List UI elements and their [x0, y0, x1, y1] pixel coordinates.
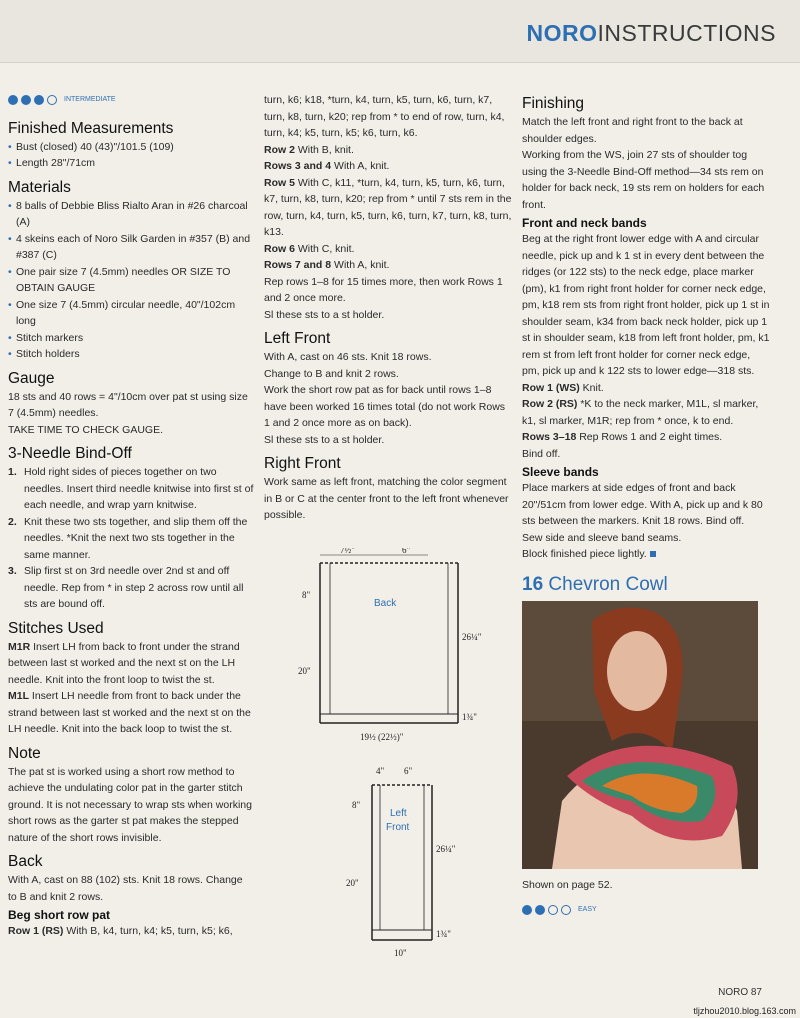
row-label: Row 2 (RS): [522, 398, 578, 410]
difficulty-dot-empty-icon: [548, 905, 558, 915]
right-front-text: Work same as left front, matching the color segment in B or C at the center front to the left front whenever possible.: [264, 476, 509, 521]
project-name: Chevron Cowl: [548, 573, 668, 595]
dim-right-bottom: 1¾": [462, 712, 477, 722]
row-text: Rep Rows 1 and 2 eight times.: [579, 431, 723, 443]
row-text: With B, k4, turn, k4; k5, turn, k5; k6,: [66, 925, 233, 937]
bands-row3-18: [522, 429, 770, 446]
front-bands-heading: Front and neck bands: [522, 216, 647, 230]
dim-left-top: 8": [302, 590, 311, 600]
row-label: Row 1 (WS): [522, 381, 580, 394]
dim-top-right: 6": [402, 548, 411, 555]
dim-right-main: 26¼": [462, 632, 482, 642]
back-repeat: Rep rows 1–8 for 15 times more, then work Rows 1 and 2 once more.: [264, 275, 503, 304]
list-item: [8, 464, 254, 514]
difficulty-label: EASY: [578, 905, 597, 913]
finished-measurements-heading: Finished Measurements: [8, 119, 174, 137]
schematic-label: Left: [390, 808, 407, 819]
short-row-heading: Beg short row pat: [8, 908, 111, 922]
schematic-label: Back: [374, 598, 397, 609]
gauge-text: 18 sts and 40 rows = 4"/10cm over pat st using size 7 (4.5mm) needles.: [8, 390, 248, 419]
cowl-photo: [522, 601, 758, 869]
sleeve-bands-heading: Sleeve bands: [522, 465, 599, 479]
brand-section: INSTRUCTIONS: [597, 20, 776, 46]
back-row6: [264, 241, 512, 258]
back-row1: [8, 923, 254, 940]
note-text: The pat st is worked using a short row method to achieve the undulating color pat in the garter stitch ground. It is not necessary to wrap sts when working short rows as the garter st pat makes the stepped nature of the short rows invisible.: [8, 765, 252, 844]
dim-left-main: 20": [346, 878, 359, 888]
page-header: [0, 0, 800, 63]
sleeve-bands-text: Place markers at side edges of front and back 20"/51cm from lower edge. With A, pick up and k 80 sts between the markers. Knit 18 rows. Bind off.: [522, 482, 763, 527]
back-row1-continued: turn, k6; k18, *turn, k4, turn, k5, turn, k6, turn, k7, turn, k8, turn, k20; rep from * to end of row, turn, k4, turn, k4; k5, turn, k5; k6, turn, k6.: [264, 94, 505, 139]
dim-bottom: 10": [394, 948, 407, 958]
difficulty-dot-filled-icon: [34, 95, 44, 105]
m1l-text: Insert LH needle from front to back under the strand between last st worked and the next st on the LH needle. Knit into the back loop to twist the st.: [8, 690, 251, 735]
m1r-definition: [8, 639, 254, 689]
gauge-heading: Gauge: [8, 369, 55, 387]
front-bands-text: Beg at the right front lower edge with A and circular needle, pick up and k 1 st in every dent between the ridges (or 122 sts) to the neck edge, place marker (pm), k1 from right front holder for corner neck edge, pm, k18 rem sts from right front holder, pick up 1 st in shoulder seam, k34 from back neck holder, pick up 1 st in shoulder seam, k18 from left front holder, pm, k1 rem st from left front holder for corner neck edge, pm, pick up and k 122 sts to lower edge—318 sts.: [522, 233, 770, 377]
sleeve-bands-text: [522, 546, 770, 563]
photo-caption: Shown on page 52.: [522, 879, 613, 891]
left-front-text: Sl these sts to a st holder.: [264, 433, 385, 446]
bindoff-steps: [8, 464, 254, 613]
step-number: 3.: [8, 565, 17, 577]
m1r-text: Insert LH from back to front under the strand between last st worked and the next st on the LH needle. Knit into the front loop to twist the st.: [8, 640, 240, 686]
bands-row2: [522, 396, 770, 429]
materials-heading: Materials: [8, 178, 71, 196]
row-label: Row 2: [264, 143, 295, 156]
list-item: • 8 balls of Debbie Bliss Rialto Aran in #26 charcoal (A): [8, 198, 254, 231]
difficulty-dot-filled-icon: [535, 905, 545, 915]
left-front-text: Change to B and knit 2 rows.: [264, 367, 399, 380]
step-text: Knit these two sts together, and slip them off the needles. *Knit the next two sts together in the same manner.: [24, 515, 248, 561]
finishing-text: Working from the WS, join 27 sts of shoulder tog using the 3-Needle Bind-Off method—34 sts rem on holder for back neck, 19 sts rem on holders for each front.: [522, 149, 765, 211]
list-item: [8, 514, 254, 564]
back-row78: [264, 257, 512, 274]
row-text: With A, knit.: [334, 259, 390, 271]
row-text: Knit.: [582, 381, 604, 394]
next-project-title: [522, 573, 770, 595]
row-text: *K to the neck marker, M1L, sl marker, k1, sl marker, M1R; rep from * once, k to end.: [522, 398, 759, 427]
project-number: 16: [522, 573, 544, 595]
row-label: Row 1 (RS): [8, 925, 64, 937]
back-holder: Sl these sts to a st holder.: [264, 308, 385, 321]
dim-right-bottom: 1¾": [436, 929, 451, 939]
difficulty-dot-filled-icon: [21, 95, 31, 105]
page-number: NORO 87: [718, 987, 762, 998]
block-text: Block finished piece lightly.: [522, 548, 647, 560]
row-label: Rows 3–18: [522, 431, 577, 443]
back-heading: Back: [8, 853, 43, 870]
bands-row1: [522, 380, 770, 397]
difficulty-dot-empty-icon: [561, 905, 571, 915]
m1l-label: M1L: [8, 690, 29, 702]
sleeve-bands-text: Sew side and sleeve band seams.: [522, 531, 682, 544]
dim-right-main: 26¼": [436, 844, 456, 854]
list-item: • Stitch markers: [8, 330, 254, 347]
right-front-heading: Right Front: [264, 455, 341, 472]
bands-bindoff: Bind off.: [522, 447, 561, 460]
step-text: Slip first st on 3rd needle over 2nd st and off needle. Rep from * in step 2 across row until all sts are bound off.: [24, 565, 244, 610]
source-credit: tljzhou2010.blog.163.com: [693, 1006, 796, 1016]
front-schematic: [336, 760, 486, 960]
list-item: • 4 skeins each of Noro Silk Garden in #357 (B) and #387 (C): [8, 231, 254, 264]
back-row5: [264, 175, 512, 241]
column-3: [522, 92, 770, 928]
step-number: 1.: [8, 466, 17, 478]
back-schematic: [290, 548, 490, 748]
finishing-text: Match the left front and right front to the back at shoulder edges.: [522, 116, 743, 145]
note-heading: Note: [8, 744, 41, 762]
bindoff-heading: 3-Needle Bind-Off: [8, 445, 132, 462]
left-front-heading: Left Front: [264, 330, 331, 347]
list-item: • Length 28"/71cm: [8, 155, 254, 172]
next-difficulty-indicator: [522, 902, 770, 919]
list-item: • One pair size 7 (4.5mm) needles OR SIZE TO OBTAIN GAUGE: [8, 264, 254, 297]
gauge-note: TAKE TIME TO CHECK GAUGE.: [8, 423, 164, 436]
finishing-heading: Finishing: [522, 95, 585, 112]
back-row2: [264, 142, 512, 159]
list-item: • One size 7 (4.5mm) circular needle, 40"/102cm long: [8, 297, 254, 330]
list-item: [8, 563, 254, 613]
step-text: Hold right sides of pieces together on two needles. Insert third needle knitwise into first st of each needle, and wrap yarn knitwise.: [24, 466, 254, 511]
cowl-photo-image: [522, 601, 758, 869]
row-label: Row 5: [264, 176, 295, 189]
dim-top-left: 7½": [340, 548, 355, 555]
m1r-label: M1R: [8, 640, 31, 653]
difficulty-dot-filled-icon: [8, 95, 18, 105]
column-1: [8, 92, 254, 940]
list-item: • Stitch holders: [8, 346, 254, 363]
end-mark-icon: [650, 551, 656, 557]
brand-noro: NORO: [526, 20, 598, 46]
left-front-text: With A, cast on 46 sts. Knit 18 rows.: [264, 351, 432, 363]
row-label: Rows 7 and 8: [264, 259, 332, 271]
row-text: With A, knit.: [334, 160, 390, 172]
schematic-label: Front: [386, 822, 410, 833]
dim-left-main: 20": [298, 666, 311, 676]
difficulty-indicator: [8, 92, 254, 109]
left-front-text: Work the short row pat as for back until rows 1–8 have been worked 16 times total (do not work Rows 1 and 2 once more as on back).: [264, 384, 506, 429]
finished-measurements-list: [8, 139, 254, 172]
dim-top-right: 6": [404, 766, 413, 776]
dim-left-top: 8": [352, 800, 361, 810]
stitches-heading: Stitches Used: [8, 619, 104, 637]
difficulty-label: INTERMEDIATE: [64, 96, 116, 103]
m1l-definition: [8, 688, 254, 738]
difficulty-dot-filled-icon: [522, 905, 532, 915]
row-text: With B, knit.: [297, 143, 354, 156]
list-item: • Bust (closed) 40 (43)"/101.5 (109): [8, 139, 254, 156]
difficulty-dot-empty-icon: [47, 95, 57, 105]
materials-list: [8, 198, 254, 363]
back-row34: [264, 158, 512, 175]
back-text: With A, cast on 88 (102) sts. Knit 18 rows. Change to B and knit 2 rows.: [8, 874, 243, 903]
brand-title: [527, 20, 777, 47]
row-label: Row 6: [264, 242, 295, 255]
dim-top-left: 4": [376, 766, 385, 776]
column-2: [264, 92, 512, 524]
row-label: Rows 3 and 4: [264, 160, 332, 172]
row-text: With C, knit.: [297, 242, 355, 255]
step-number: 2.: [8, 515, 17, 528]
row-text: With C, k11, *turn, k4, turn, k5, turn, k6, turn, k7, turn, k8, turn, k20; rep from * until 7 sts rem in the row, turn, k4, turn, k5, turn, k6, turn, k7, turn, k8, turn, k13.: [264, 176, 512, 238]
dim-bottom: 19½ (22½)": [360, 732, 404, 742]
